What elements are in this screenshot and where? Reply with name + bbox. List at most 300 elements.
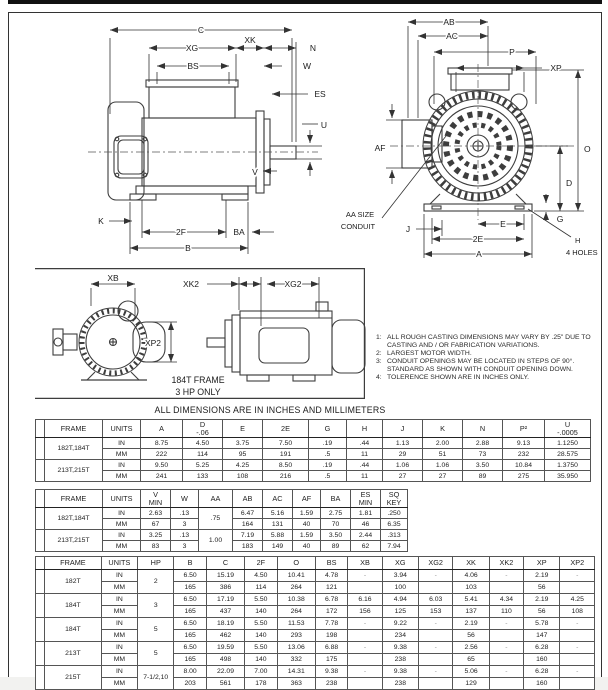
table-cell: 7-1/2,10	[138, 666, 174, 690]
dim-label-u: U	[320, 120, 328, 130]
column-header: AB	[233, 490, 263, 508]
table-cell: 6.50	[174, 618, 206, 630]
column-header: XP	[524, 557, 560, 570]
column-header: BA	[321, 490, 351, 508]
mini-dimension-lines	[91, 277, 319, 362]
table-cell: 215T	[45, 666, 102, 690]
note-item	[376, 358, 602, 374]
table-cell: MM	[101, 630, 137, 642]
table-cell: 65	[453, 654, 489, 666]
column-header: C	[206, 557, 244, 570]
table-cell: 1.59	[293, 530, 321, 541]
table-cell: MM	[101, 654, 137, 666]
table-cell: 2.63	[141, 508, 171, 519]
column-header: D -.06	[183, 420, 223, 438]
column-header: FRAME	[45, 557, 102, 570]
table-cell: 2.19	[524, 570, 560, 582]
table-cell: 6.16	[348, 594, 382, 606]
table-cell: 108	[223, 471, 263, 482]
table-cell: 114	[183, 449, 223, 460]
table-cell: 9.38	[315, 666, 347, 678]
table-row	[36, 678, 595, 690]
column-header	[36, 557, 45, 570]
column-header: U -.0005	[545, 420, 591, 438]
table-cell: 95	[223, 449, 263, 460]
dim-label-g: G	[556, 214, 564, 224]
note-text: LARGEST MOTOR WIDTH.	[387, 350, 472, 358]
table-cell: 73	[463, 449, 503, 460]
column-header: W	[171, 490, 199, 508]
table-row	[36, 582, 595, 594]
table-cell: -	[348, 666, 382, 678]
table-cell: 5	[138, 618, 174, 642]
table-row	[36, 642, 595, 654]
column-header: UNITS	[101, 557, 137, 570]
table-cell: 140	[245, 606, 277, 618]
table-cell: 56	[524, 606, 560, 618]
table-cell: 11	[347, 471, 383, 482]
table-cell: 222	[141, 449, 183, 460]
dim-label-ab: AB	[443, 17, 455, 27]
table-cell: 6.78	[315, 594, 347, 606]
table-cell: .13	[171, 530, 199, 541]
table-cell: 2.00	[423, 438, 463, 449]
side-dimension-lines	[109, 30, 322, 254]
table-cell: 172	[315, 606, 347, 618]
column-header: ES MIN	[351, 490, 381, 508]
column-header: B	[174, 557, 206, 570]
table-cell: 10.38	[277, 594, 315, 606]
table-cell: 114	[245, 582, 277, 594]
table-header-row	[36, 557, 595, 570]
column-header: H	[347, 420, 383, 438]
table-cell: 2.44	[351, 530, 381, 541]
table-cell: 5.50	[245, 594, 277, 606]
table-cell: 241	[141, 471, 183, 482]
table-cell	[36, 508, 45, 530]
motor-side-view-drawing	[30, 8, 330, 260]
dim-label-xg: XG	[185, 43, 199, 53]
table-cell: 293	[277, 630, 315, 642]
table-row	[36, 594, 595, 606]
dimension-table-3	[35, 556, 595, 690]
table-cell: -	[489, 570, 523, 582]
note-item	[376, 334, 602, 350]
table-cell: 7.00	[245, 666, 277, 678]
table-cell: 9.13	[503, 438, 545, 449]
mini-side-view	[207, 302, 365, 381]
dim-label-es: ES	[314, 89, 326, 99]
table-cell: 264	[277, 606, 315, 618]
table-cell: 6.50	[174, 642, 206, 654]
table-cell: -	[489, 642, 523, 654]
table-cell: 183	[233, 541, 263, 552]
dim-label-n: N	[309, 43, 317, 53]
table-cell: -	[560, 570, 595, 582]
table-cell: 498	[206, 654, 244, 666]
table-cell: 2.19	[453, 618, 489, 630]
table-cell: 6.47	[233, 508, 263, 519]
column-header: AA	[199, 490, 233, 508]
table-cell: 137	[453, 606, 489, 618]
table-cell: 7.19	[233, 530, 263, 541]
table-cell: -	[348, 570, 382, 582]
table-cell: 165	[174, 582, 206, 594]
dim-label-c: C	[197, 25, 205, 35]
table-row	[36, 530, 408, 541]
table-cell: .13	[171, 508, 199, 519]
table-cell: 184T	[45, 618, 102, 642]
table-cell: -	[489, 618, 523, 630]
table-cell	[489, 630, 523, 642]
column-header: V MIN	[141, 490, 171, 508]
dim-label-xk2: XK2	[182, 279, 200, 289]
table-cell: 332	[277, 654, 315, 666]
table-cell: 100	[382, 582, 418, 594]
table-cell: .19	[309, 460, 347, 471]
column-header: N	[463, 420, 503, 438]
dim-label-w: W	[302, 61, 312, 71]
table-cell	[489, 582, 523, 594]
table-cell: 6.50	[174, 570, 206, 582]
table-cell: 131	[263, 519, 293, 530]
table-cell: 6.28	[524, 642, 560, 654]
table-cell: IN	[101, 618, 137, 630]
dim-label-p: P	[509, 47, 515, 57]
dim-label-b: B	[185, 243, 191, 253]
table-cell: 4.78	[315, 570, 347, 582]
table-cell: 3.75	[223, 438, 263, 449]
table-cell: 9.38	[382, 642, 418, 654]
table-cell: 11.53	[277, 618, 315, 630]
front-dimension-lines	[382, 22, 584, 258]
column-header	[36, 420, 45, 438]
table-cell: 67	[141, 519, 171, 530]
184t-frame-drawing-box	[35, 268, 365, 399]
table-cell: 238	[382, 654, 418, 666]
table-cell: 5.78	[524, 618, 560, 630]
note-text: ALL ROUGH CASTING DIMENSIONS MAY VARY BY .25" DUE TO CASTING AND / OR FABRICATION VARIATIONS.	[387, 334, 591, 350]
table-cell	[419, 678, 453, 690]
table-cell: .313	[381, 530, 408, 541]
dim-label-ba: BA	[233, 227, 245, 237]
table-row	[36, 666, 595, 678]
note-number: 2:	[376, 350, 382, 358]
table-cell	[489, 654, 523, 666]
table-cell: 1.3750	[545, 460, 591, 471]
table-cell	[560, 582, 595, 594]
table-cell: IN	[103, 460, 141, 471]
note-text: CONDUIT OPENINGS MAY BE LOCATED IN STEPS OF 90°. STANDARD AS SHOWN WITH CONDUIT OPENING DOWN.	[387, 358, 575, 374]
table-cell	[348, 654, 382, 666]
table-cell: 3	[171, 519, 199, 530]
table-cell: 149	[263, 541, 293, 552]
table-row	[36, 460, 591, 471]
table-cell: 133	[183, 471, 223, 482]
table-cell: 3.50	[463, 460, 503, 471]
table-cell	[36, 438, 45, 460]
table-cell: 46	[351, 519, 381, 530]
table-cell: 3.50	[321, 530, 351, 541]
table-cell: 213T,215T	[45, 530, 103, 552]
table-cell: 198	[315, 630, 347, 642]
table-cell: 1.00	[199, 530, 233, 552]
table-cell: 6.88	[315, 642, 347, 654]
table-cell: .5	[309, 449, 347, 460]
table-cell: 17.19	[206, 594, 244, 606]
table-cell: 5.50	[245, 618, 277, 630]
table-cell: 165	[174, 606, 206, 618]
table-cell: 1.81	[351, 508, 381, 519]
column-header	[36, 490, 45, 508]
note-text: TOLERENCE SHOWN ARE IN INCHES ONLY.	[387, 374, 530, 382]
column-header: G	[309, 420, 347, 438]
table-cell: MM	[101, 582, 137, 594]
table-cell: 28.575	[545, 449, 591, 460]
dim-label-2f: 2F	[176, 227, 186, 237]
table-cell: 129	[453, 678, 489, 690]
column-header: FRAME	[45, 420, 103, 438]
table-cell: 3.25	[141, 530, 171, 541]
table-cell: 7.94	[381, 541, 408, 552]
column-header: XK2	[489, 557, 523, 570]
table-cell: 4.50	[245, 570, 277, 582]
dimension-table-1	[35, 419, 591, 482]
table-cell: -	[419, 618, 453, 630]
table-cell: 6.03	[419, 594, 453, 606]
table-cell: 2.19	[524, 594, 560, 606]
table-cell: 11	[347, 449, 383, 460]
table-header-row	[36, 490, 408, 508]
table-cell: 2.88	[463, 438, 503, 449]
table-cell	[419, 630, 453, 642]
table-cell: 51	[423, 449, 463, 460]
table-cell: 6.28	[524, 666, 560, 678]
table-cell: 437	[206, 606, 244, 618]
dim-label-a: A	[476, 249, 482, 259]
table-cell: 5.06	[453, 666, 489, 678]
table-cell	[419, 582, 453, 594]
table-cell: 165	[174, 654, 206, 666]
dim-label-j: J	[405, 224, 411, 234]
notes-list	[376, 334, 602, 382]
table-cell: 4.34	[489, 594, 523, 606]
table-cell: 27	[383, 471, 423, 482]
table-row	[36, 449, 591, 460]
table-cell: IN	[103, 508, 141, 519]
table-cell: .5	[309, 471, 347, 482]
table-cell: 62	[351, 541, 381, 552]
table-cell: 14.31	[277, 666, 315, 678]
table-cell: 182T,184T	[45, 438, 103, 460]
table-cell: -	[419, 570, 453, 582]
table-header-row	[36, 420, 591, 438]
motor-front-outline	[402, 68, 533, 211]
table-cell: 13.06	[277, 642, 315, 654]
table-cell: 70	[321, 519, 351, 530]
table-cell: 238	[382, 678, 418, 690]
dimension-table-2	[35, 489, 408, 552]
table-cell: 110	[489, 606, 523, 618]
table-cell	[560, 630, 595, 642]
table-cell	[560, 678, 595, 690]
table-cell: 140	[245, 630, 277, 642]
table-cell: -	[560, 618, 595, 630]
table-cell: 213T,215T	[45, 460, 103, 482]
table-cell: 386	[206, 582, 244, 594]
table-cell: 156	[348, 606, 382, 618]
table-cell: 8.00	[174, 666, 206, 678]
note-number: 1:	[376, 334, 382, 341]
column-header: K	[423, 420, 463, 438]
table-cell: 3	[171, 541, 199, 552]
column-header: UNITS	[103, 420, 141, 438]
column-header: P²	[503, 420, 545, 438]
table-cell: 182T	[45, 570, 102, 594]
column-header: SQ KEY	[381, 490, 408, 508]
table-cell: .19	[309, 438, 347, 449]
table-cell	[348, 630, 382, 642]
table-cell: 10.41	[277, 570, 315, 582]
note-number: 3:	[376, 358, 382, 366]
dim-label-ac: AC	[446, 31, 458, 41]
note-item	[376, 350, 602, 358]
table-cell: 2.56	[453, 642, 489, 654]
dim-label-bs: BS	[187, 61, 199, 71]
table-cell: 89	[463, 471, 503, 482]
table-cell: 165	[174, 630, 206, 642]
table-cell: IN	[101, 570, 137, 582]
table-cell	[36, 642, 45, 666]
table-cell: 18.19	[206, 618, 244, 630]
table-cell: 2	[138, 570, 174, 594]
table-cell	[419, 654, 453, 666]
table-cell	[348, 678, 382, 690]
table-cell: 3.94	[382, 570, 418, 582]
dim-label-e: E	[500, 219, 506, 229]
table-cell: 40	[293, 541, 321, 552]
table-cell: IN	[101, 666, 137, 678]
table-cell: 160	[524, 654, 560, 666]
table-cell: 121	[315, 582, 347, 594]
dim-label-af: AF	[374, 143, 386, 153]
note-number: 4:	[376, 374, 382, 382]
table-cell: 2.75	[321, 508, 351, 519]
table-cell: 6.35	[381, 519, 408, 530]
motor-front-view-drawing	[328, 8, 600, 260]
column-header: XP2	[560, 557, 595, 570]
table-cell	[36, 530, 45, 552]
dimensions-title: ALL DIMENSIONS ARE IN INCHES AND MILLIMETERS	[154, 405, 386, 415]
column-header: HP	[138, 557, 174, 570]
table-cell: 5.41	[453, 594, 489, 606]
table-cell: 164	[233, 519, 263, 530]
table-cell: MM	[103, 519, 141, 530]
column-header: XB	[348, 557, 382, 570]
column-header: XK	[453, 557, 489, 570]
table-cell: 125	[382, 606, 418, 618]
table-cell: 4.25	[223, 460, 263, 471]
table-cell: 178	[245, 678, 277, 690]
frame-caption-line1: 184T FRAME	[171, 375, 225, 385]
table-cell: -	[419, 666, 453, 678]
dim-label-xp2: XP2	[144, 338, 162, 348]
table-cell: .44	[347, 460, 383, 471]
table-cell	[560, 654, 595, 666]
table-cell: 147	[524, 630, 560, 642]
table-cell: 5.50	[245, 642, 277, 654]
table-cell	[348, 582, 382, 594]
dim-label-xb: XB	[107, 273, 119, 283]
column-header: 2E	[263, 420, 309, 438]
table-cell: 182T,184T	[45, 508, 103, 530]
table-cell: 35.950	[545, 471, 591, 482]
table-cell: 160	[524, 678, 560, 690]
table-cell: 29	[383, 449, 423, 460]
table-cell: 191	[263, 449, 309, 460]
table-cell: 1.1250	[545, 438, 591, 449]
table-cell: 89	[321, 541, 351, 552]
frame-caption-line2: 3 HP ONLY	[175, 387, 221, 397]
table-cell: 4.25	[560, 594, 595, 606]
dim-label-xk: XK	[244, 35, 256, 45]
table-cell: 213T	[45, 642, 102, 666]
table-cell: 234	[382, 630, 418, 642]
table-row	[36, 630, 595, 642]
table-cell: 4.94	[382, 594, 418, 606]
table-cell: 83	[141, 541, 171, 552]
table-cell: 15.19	[206, 570, 244, 582]
table-cell	[36, 666, 45, 690]
table-cell: 56	[524, 582, 560, 594]
conduit-callout-line1: AA SIZE	[345, 210, 375, 219]
dim-label-xg2: XG2	[284, 279, 302, 289]
column-header: 2F	[245, 557, 277, 570]
table-cell: 8.75	[141, 438, 183, 449]
table-row	[36, 606, 595, 618]
dim-label-h: H	[575, 236, 581, 245]
table-cell: 264	[277, 582, 315, 594]
table-cell	[36, 460, 45, 482]
table-cell: MM	[103, 449, 141, 460]
table-cell: 40	[293, 519, 321, 530]
table-cell: IN	[101, 642, 137, 654]
column-header: XG2	[419, 557, 453, 570]
column-header: J	[383, 420, 423, 438]
table-cell: 184T	[45, 594, 102, 618]
table-cell: -	[348, 618, 382, 630]
table-cell: 8.50	[263, 460, 309, 471]
table-cell: 1.06	[423, 460, 463, 471]
column-header: E	[223, 420, 263, 438]
dim-label-d: D	[566, 178, 573, 188]
table-cell: 1.06	[383, 460, 423, 471]
table-cell: 462	[206, 630, 244, 642]
table-cell: 5.25	[183, 460, 223, 471]
table-cell: IN	[103, 438, 141, 449]
column-header: AC	[263, 490, 293, 508]
column-header: O	[277, 557, 315, 570]
table-cell: MM	[101, 678, 137, 690]
page-border-left	[8, 12, 9, 677]
dim-label-v: V	[252, 167, 258, 177]
table-cell	[489, 678, 523, 690]
table-cell: 4.50	[183, 438, 223, 449]
table-cell: .75	[199, 508, 233, 530]
table-cell: -	[348, 642, 382, 654]
dim-label-4holes: 4 HOLES	[566, 248, 598, 257]
table-cell: MM	[103, 541, 141, 552]
